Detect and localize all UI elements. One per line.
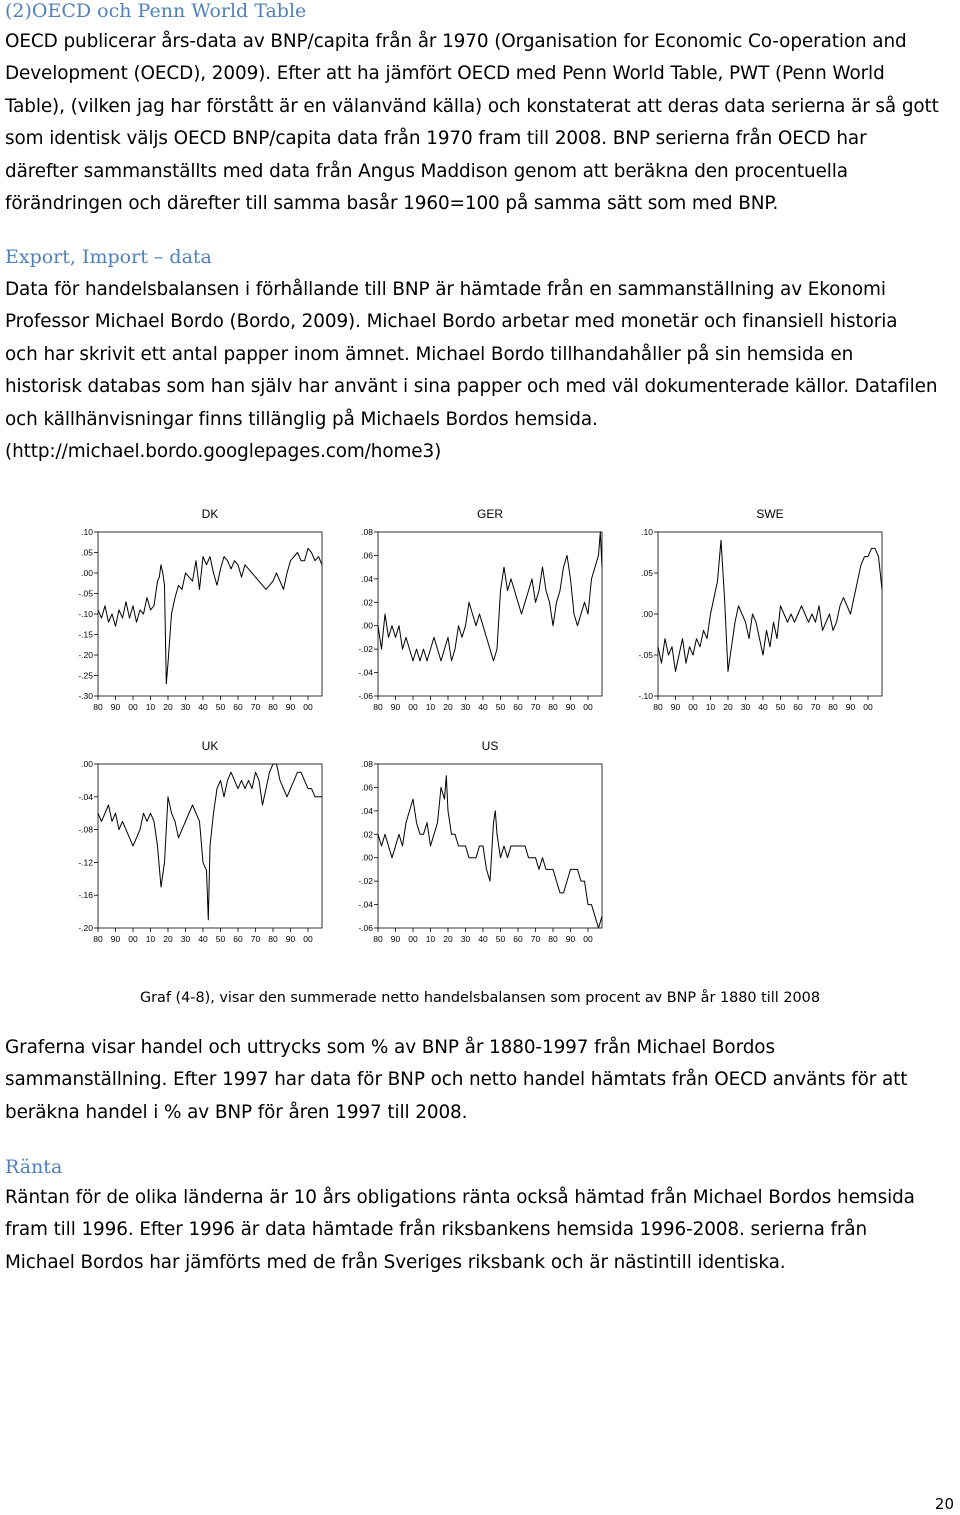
y-tick-label: -.20 (78, 923, 93, 933)
section-heading-export (5, 246, 955, 268)
x-tick-label: 20 (163, 702, 173, 712)
x-tick-label: 50 (215, 934, 226, 944)
x-tick-label: 60 (513, 934, 523, 944)
y-tick-label: -.02 (358, 644, 373, 655)
plot-frame (378, 764, 602, 928)
paragraph-oecd (5, 26, 955, 220)
x-tick-label: 10 (425, 702, 436, 712)
x-tick-label: 00 (128, 702, 138, 712)
text-line: därefter sammanställts med data från Angus Maddison genom att beräkna den procentuella (5, 160, 848, 182)
x-tick-label: 30 (180, 702, 191, 712)
x-tick-label: 80 (373, 934, 383, 944)
x-tick-label: 20 (443, 934, 453, 944)
x-tick-label: 80 (373, 702, 383, 712)
y-tick-label: .08 (361, 759, 373, 769)
y-tick-label: .02 (361, 597, 373, 608)
y-tick-label: -.10 (638, 691, 653, 701)
x-tick-label: 30 (740, 702, 751, 712)
y-tick-label: -.06 (358, 923, 373, 933)
x-tick-label: 80 (268, 934, 278, 944)
text-line: och källhänvisningar finns tillänglig på Michaels Bordos hemsida. (5, 408, 598, 430)
x-tick-label: 70 (530, 934, 541, 944)
series-line (378, 776, 602, 928)
y-tick-label: .00 (641, 609, 653, 619)
x-tick-label: 70 (250, 702, 261, 712)
y-tick-label: .10 (81, 527, 93, 537)
page-number: 20 (934, 1495, 954, 1513)
x-tick-label: 90 (110, 934, 121, 944)
text-line: Professor Michael Bordo (Bordo, 2009). Michael Bordo arbetar med monetär och finansiell historia (5, 311, 898, 333)
y-tick-label: .00 (361, 620, 373, 631)
y-tick-label: .05 (81, 547, 93, 558)
y-tick-label: .04 (361, 805, 373, 816)
x-tick-label: 40 (198, 702, 208, 712)
y-tick-label: .10 (641, 527, 653, 537)
x-tick-label: 90 (390, 934, 401, 944)
chart-title: SWE (756, 507, 784, 521)
text-line: (http://michael.bordo.googlepages.com/home3) (5, 441, 442, 463)
text-line: förändringen och därefter till samma basår 1960=100 på samma sätt som med BNP. (5, 193, 779, 215)
chart-title: UK (201, 739, 219, 753)
y-tick-label: .00 (81, 759, 93, 769)
y-tick-label: .02 (361, 829, 373, 840)
x-tick-label: 90 (110, 702, 121, 712)
x-tick-label: 00 (128, 934, 138, 944)
x-tick-label: 50 (495, 702, 506, 712)
x-tick-label: 00 (303, 934, 313, 944)
plot-frame (378, 532, 602, 696)
x-tick-label: 00 (303, 702, 313, 712)
x-tick-label: 70 (810, 702, 821, 712)
x-tick-label: 70 (250, 934, 261, 944)
x-tick-label: 90 (285, 702, 296, 712)
x-tick-label: 90 (670, 702, 681, 712)
x-tick-label: 50 (495, 934, 506, 944)
x-tick-label: 90 (565, 934, 576, 944)
x-tick-label: 60 (233, 934, 243, 944)
text-line: fram till 1996. Efter 1996 är data hämtade från riksbankens hemsida 1996-2008. serierna från (5, 1219, 868, 1241)
x-tick-label: 40 (198, 934, 208, 944)
x-tick-label: 80 (653, 702, 663, 712)
plot-frame (658, 532, 882, 696)
x-tick-label: 20 (443, 702, 453, 712)
y-tick-label: .06 (361, 550, 373, 561)
x-tick-label: 20 (163, 934, 173, 944)
text-line: OECD publicerar års-data av BNP/capita från år 1970 (Organisation for Economic Co-operation and (5, 31, 907, 52)
x-tick-label: 50 (775, 702, 786, 712)
y-tick-label: -.16 (78, 890, 93, 901)
text-line: Graferna visar handel och uttrycks som % av BNP år 1880-1997 från Michael Bordos (5, 1037, 775, 1058)
text-line: Michael Bordos har jämförts med de från Sveriges riksbank och är nästintill identiska. (5, 1251, 786, 1273)
x-tick-label: 80 (828, 702, 838, 712)
chart-ger (340, 500, 610, 725)
chart-title: US (481, 739, 499, 753)
y-tick-label: -.20 (78, 650, 93, 660)
ranta-heading: Ränta (5, 1156, 63, 1178)
y-tick-label: -.02 (358, 876, 373, 887)
y-tick-label: -.04 (358, 667, 373, 678)
chart-us (340, 732, 610, 957)
y-tick-label: -.30 (78, 691, 93, 701)
x-tick-label: 80 (93, 934, 103, 944)
text-line: beräkna handel i % av BNP för åren 1997 till 2008. (5, 1101, 468, 1123)
x-tick-label: 00 (688, 702, 698, 712)
section-heading: (2)OECD och Penn World Table (5, 0, 307, 22)
figure-caption: Graf (4-8), visar den summerade netto handelsbalansen som procent av BNP år 1880 till 2008 (139, 990, 820, 1006)
x-tick-label: 00 (583, 934, 593, 944)
section-heading-oecd (5, 0, 955, 22)
x-tick-label: 60 (513, 702, 523, 712)
x-tick-label: 80 (268, 702, 278, 712)
chart-title: DK (201, 507, 219, 521)
y-tick-label: -.06 (358, 691, 373, 701)
x-tick-label: 80 (548, 934, 558, 944)
paragraph-export (5, 274, 955, 468)
x-tick-label: 90 (285, 934, 296, 944)
y-tick-label: -.15 (78, 629, 93, 640)
x-tick-label: 30 (460, 702, 471, 712)
series-line (98, 764, 322, 920)
y-tick-label: -.05 (638, 650, 653, 660)
y-tick-label: .00 (361, 852, 373, 863)
paragraph-grafer (5, 1032, 955, 1129)
x-tick-label: 90 (845, 702, 856, 712)
y-tick-label: -.25 (78, 670, 93, 681)
x-tick-label: 40 (478, 702, 488, 712)
text-line: Table), (vilken jag har förstått är en välanvänd källa) och konstaterat att deras data serierna är så gott (5, 95, 939, 117)
section-heading-ranta (5, 1156, 955, 1178)
chart-swe (620, 500, 890, 725)
y-tick-label: -.04 (78, 791, 93, 802)
x-tick-label: 00 (863, 702, 873, 712)
x-tick-label: 90 (390, 702, 401, 712)
x-tick-label: 80 (93, 702, 103, 712)
text-line: Data för handelsbalansen i förhållande till BNP är hämtade från en sammanställning av Ekonomi (5, 279, 886, 300)
x-tick-label: 40 (478, 934, 488, 944)
x-tick-label: 00 (408, 934, 418, 944)
y-tick-label: -.10 (78, 609, 93, 619)
x-tick-label: 30 (460, 934, 471, 944)
chart-title: GER (476, 507, 504, 521)
y-tick-label: -.08 (78, 824, 93, 835)
x-tick-label: 10 (145, 934, 156, 944)
y-tick-label: -.04 (358, 899, 373, 910)
x-tick-label: 00 (583, 702, 593, 712)
y-tick-label: .00 (81, 568, 93, 578)
y-tick-label: .08 (361, 527, 373, 537)
x-tick-label: 60 (793, 702, 803, 712)
text-line: sammanställning. Efter 1997 har data för BNP och netto handel hämtats från OECD använts för att (5, 1069, 908, 1091)
y-tick-label: .04 (361, 573, 373, 584)
text-line: som identisk väljs OECD BNP/capita data från 1970 fram till 2008. BNP serierna från OECD har (5, 128, 867, 150)
x-tick-label: 40 (758, 702, 768, 712)
text-line: och har skrivit ett antal papper inom ämnet. Michael Bordo tillhandahåller på sin hemsida en (5, 343, 854, 365)
x-tick-label: 00 (408, 702, 418, 712)
text-line: historisk databas som han själv har använt i sina papper och med väl dokumenterade källor. Datafilen (5, 376, 938, 398)
x-tick-label: 30 (180, 934, 191, 944)
y-tick-label: .06 (361, 782, 373, 793)
x-tick-label: 10 (425, 934, 436, 944)
x-tick-label: 70 (530, 702, 541, 712)
x-tick-label: 10 (705, 702, 716, 712)
x-tick-label: 60 (233, 702, 243, 712)
x-tick-label: 50 (215, 702, 226, 712)
export-heading: Export, Import – data (5, 246, 212, 268)
y-tick-label: -.12 (78, 857, 93, 868)
chart-dk (60, 500, 330, 725)
series-line (658, 540, 882, 671)
chart-uk (60, 732, 330, 957)
series-line (378, 532, 602, 661)
paragraph-ranta (5, 1182, 955, 1279)
x-tick-label: 20 (723, 702, 733, 712)
x-tick-label: 90 (565, 702, 576, 712)
y-tick-label: .05 (641, 568, 653, 578)
x-tick-label: 10 (145, 702, 156, 712)
x-tick-label: 80 (548, 702, 558, 712)
text-line: Räntan för de olika länderna är 10 års obligations ränta också hämtad från Michael Bordos hemsida (5, 1187, 915, 1208)
text-line: Development (OECD), 2009). Efter att ha jämfört OECD med Penn World Table, PWT (Penn World (5, 63, 885, 85)
y-tick-label: -.05 (78, 588, 93, 599)
series-line (98, 548, 322, 683)
